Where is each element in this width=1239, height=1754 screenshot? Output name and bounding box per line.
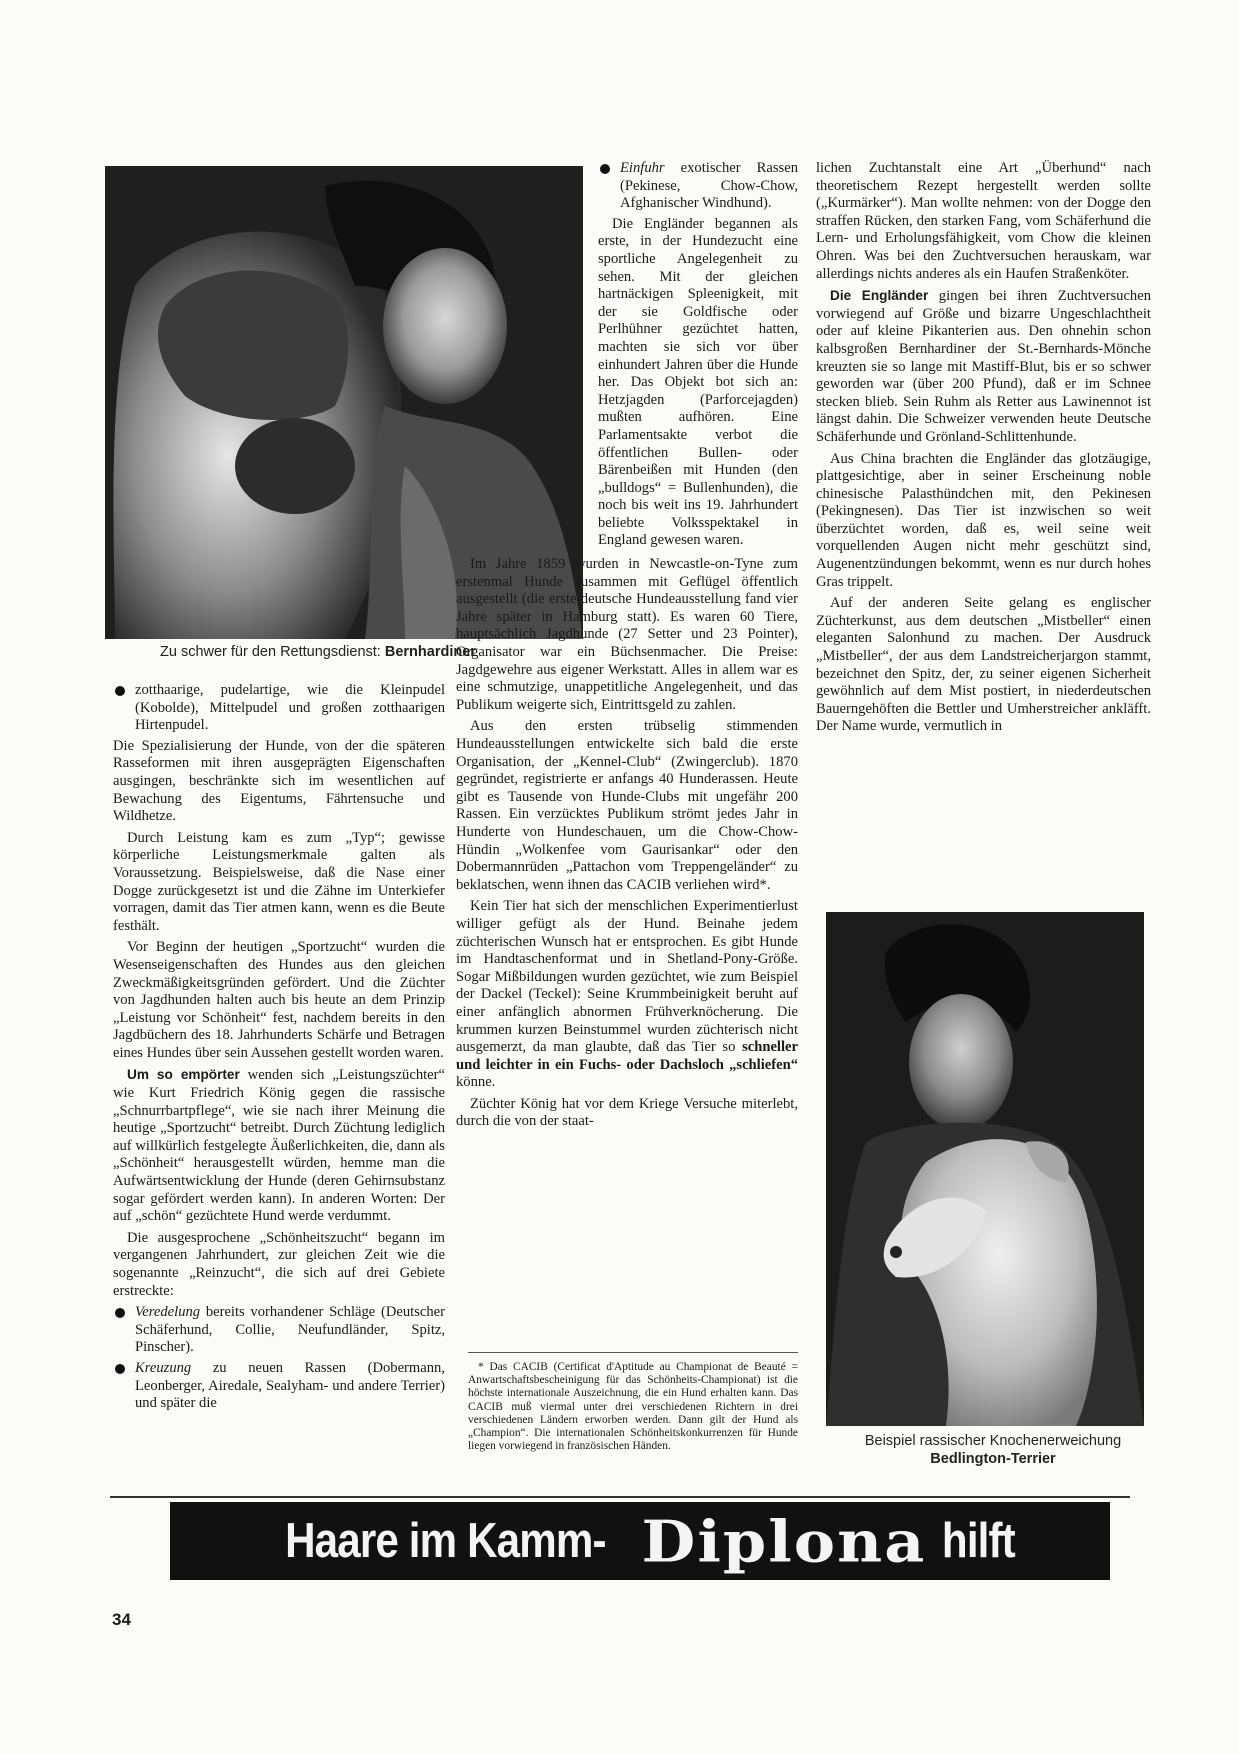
ad-text: Haare im Kamm- — [284, 1514, 606, 1568]
paragraph — [816, 287, 1151, 446]
footnote — [468, 1352, 798, 1453]
caption-text: Beispiel rassischer Knochenerweichung — [864, 1433, 1122, 1449]
column-3 — [816, 160, 1151, 740]
list-term: Veredelung — [135, 1304, 201, 1321]
photo-bedlington-caption — [838, 1432, 1148, 1468]
page-number: 34 — [112, 1610, 131, 1629]
column-2-upper — [598, 160, 798, 550]
divider — [110, 1496, 1130, 1498]
advertisement-banner — [170, 1502, 1110, 1580]
paragraph — [456, 898, 798, 1092]
paragraph: Auf der anderen Seite gelang es englischer Züchterkunst, aus dem deutschen „Mistbeller“ einen eleganten Salonhund zu machen. Der Ausdruck „Mistbeller“, der aus dem Landstreicherjargon stammt, bezeichnet den Spitz, der, zu seiner eigenen Sicherheit gewöhnlich auf dem Mist postiert, in niederdeutschen Bauerngehöften die Bettler und Umherstreicher ankläfft. Der Name wurde, vermutlich in — [816, 595, 1151, 735]
list-text: bereits vorhandener Schläge (Deutscher Schäferhund, Collie, Neufundländer, Spitz, Pinscher). — [135, 1304, 445, 1356]
footnote-text: * Das CACIB (Certificat d'Aptitude au Championat de Beauté = Anwartschaftsbescheinigung für das Schönheits-Championat) ist die höchste internationale Auszeichnung, die ein Hund erhalten kann. Das CACIB muß viermal unter drei verschiedenen Richtern in drei verschiedenen Ländern erworben werden. Dann gilt der Hund als „Champion“. Die internationalen Schönheitskonkurrenzen für Hunde liegen vorwiegend in französischen Händen. — [468, 1361, 798, 1453]
paragraph: Züchter König hat vor dem Kriege Versuche miterlebt, durch die von der staat- — [456, 1095, 798, 1130]
paragraph-text: gingen bei ihren Zuchtversuchen vorwiegend auf Größe und bizarre Ungeschlachtheit oder auf kleine Pikanterien aus. Den ohnehin schon kalbsgroßen Bernhardiner der St.-Bernhards-Mönche kreuzten sie so lange mit Mastiff-Blut, bis er so schwer geworden war (über 200 Pfund), daß er im Schnee stecken blieb. Sein Ruhm als Retter aus Lawinennot ist längst dahin. Die Schweizer verwenden heute Deutsche Schäferhunde und Grönland-Schlittenhunde. — [816, 288, 1152, 445]
list-term: Kreuzung — [135, 1359, 192, 1376]
paragraph: Aus China brachten die Engländer das glotzäugige, plattgesichtige, aber in seiner Erscheinung noble chinesische Palasthündchen mit, den Pekinesen (Pekingnesen). Das Tier ist inzwischen so weit überzüchtet worden, daß es, weil seine weit vorquellenden Augen nicht mehr geschützt sind, Augenentzündungen bekommt, wenn es nur durch hohes Gras trippelt. — [816, 450, 1151, 590]
caption-subject: Bedlington-Terrier — [930, 1451, 1056, 1467]
paragraph-emphasis: schneller und leichter in ein Fuchs- oder Dachsloch „schliefen“ — [456, 1039, 798, 1073]
paragraph: Die Engländer begannen als erste, in der Hundezucht eine sportliche Angelegenheit zu sehen. Mit der gleichen hartnäckigen Spleenigkeit, mit der sie Goldfische oder Perlhühner gezüchtet hatten, machten sie sich vor über einhundert Jahren über die Hunde her. Das Objekt bot sich an: Hetzjagden (Parforcejagden) mußten aufhören. Eine Parlamentsakte verbot die öffentlichen Bullen- oder Bärenbeißen mit Hunden (den „bulldogs“ = Bullenhunden), die noch bis weit ins 19. Jahrhundert beliebte Volksspektakel in England gewesen waren. — [598, 215, 798, 549]
photo-bedlington-terrier — [826, 912, 1144, 1426]
list-text: exotischer Rassen (Pekinese, Chow-Chow, Afghanischer Windhund). — [620, 160, 798, 212]
paragraph: Die ausgesprochene „Schönheitszucht“ begann im vergangenen Jahrhundert, zur gleichen Zeit wie die sogenannte „Reinzucht“, die sich auf drei Gebiete erstreckte: — [113, 1229, 445, 1299]
ad-brand-logo: Diplona — [641, 1507, 927, 1575]
list-item — [598, 160, 798, 213]
paragraph: lichen Zuchtanstalt eine Art „Überhund“ nach theoretischem Rezept hergestellt werden sollte („Kurmärker“). Man wollte nehmen: von der Dogge den straffen Rücken, den starken Fang, vom Schäferhund die Lern- und Erholungsfähigkeit, vom Chow die kleinen Ohren. Was bei den Zuchtversuchen herauskam, war allerdings nichts anderes als ein Haufen Straßenköter. — [816, 160, 1151, 282]
paragraph-lead: Um so empörter — [127, 1067, 240, 1083]
paragraph: Aus den ersten trübselig stimmenden Hundeausstellungen entwickelte sich bald die erste Organisation, der „Kennel-Club“ (Zwingerclub). 1870 gegründet, registrierte er anfangs 40 Hunderassen. Heute gibt es Tausende von Hunde-Clubs mit ungefähr 200 Rassen. Ein verzücktes Publikum strömt jedes Jahr in Hunderte von Hundeschauen, um die Chow-Chow-Hündin „Wolkenfee vom Gaurisankar“ oder den Dobermannrüden „Pattachon vom Treppengeländer“ zu beklatschen, wenn ihnen das CACIB verliehen wird*. — [456, 718, 798, 893]
paragraph-text: wenden sich „Leistungszüchter“ wie Kurt Friedrich König gegen die rassische „Schnurrbartpflege“, wie sie nach ihrer Meinung die heutige „Sportzucht“ betreibt. Durch Züchtung lediglich auf willkürlich festgelegte Äußerlichkeiten, die, dann als „Schönheit“ herausgestellt würden, hemme man die Aufwärtsentwicklung der Hunde (deren Gehirnsubstanz sogar gefördert werden kann). In anderen Worten: Der auf „schön“ gezüchtete Hund werde verdummt. — [113, 1067, 445, 1225]
paragraph: Durch Leistung kam es zum „Typ“; gewisse körperliche Leistungsmerkmale galten als Voraussetzung. Beispielsweise, daß die Nase einer Dogge zurückgesetzt ist und die Zähne im Unterkiefer vorragen, damit das Tier atmen kann, wenn es die Beute festhält. — [113, 829, 445, 934]
paragraph: Im Jahre 1859 wurden in Newcastle-on-Tyne zum erstenmal Hunde zusammen mit Geflügel öffentlich ausgestellt (die erste deutsche Hundeausstellung fand vier Jahre später in Hamburg statt). Es waren 60 Tiere, hauptsächlich Jagdhunde (27 Setter und 23 Pointer), Organisator war ein Büchsenmacher. Die Preise: Jagdgewehre aus eigener Werkstatt. Alles in allem war es eine schmutzige, unappetitliche Angelegenheit, und das Publikum weigerte sich, Eintrittsgeld zu zahlen. — [456, 556, 798, 713]
caption-subject: Bernhardiner — [384, 644, 476, 660]
photo-bedlington-image — [826, 912, 1144, 1426]
caption-text: Zu schwer für den Rettungsdienst: — [160, 644, 381, 660]
list-item — [113, 1360, 445, 1413]
list-text: zu neuen Rassen (Dobermann, Leonberger, Airedale, Sealyham- und andere Terrier) und später die — [135, 1359, 445, 1412]
paragraph: Die Spezialisierung der Hunde, von der die späteren Rasseformen mit ihren ausgeprägten Eigenschaften ausgingen, beschränkte sich im wesentlichen auf Bewachung des Eigentums, Fährtensuche und Wildhetze. — [113, 737, 445, 825]
column-2 — [456, 160, 798, 1135]
ad-text: hilft — [942, 1514, 1016, 1568]
list-item: zotthaarige, pudelartige, wie die Kleinpudel (Kobolde), Mittelpudel und großen zotthaarigen Hirtenpudel. — [113, 682, 445, 735]
paragraph-lead: Die Engländer — [830, 288, 929, 304]
paragraph — [113, 1066, 445, 1225]
paragraph: Vor Beginn der heutigen „Sportzucht“ wurden die Wesenseigenschaften des Hundes aus den gleichen Zweckmäßigkeitsgründen gefördert. Und die Züchter von Jagdhunden halten auch bis heute an dem Prinzip „Leistung vor Schönheit“ fest, nachdem bereits in den Jagdbüchern des 18. Jahrhunderts Schärfe und Betragen eines Hundes über sein Aussehen gestellt worden waren. — [113, 939, 445, 1061]
column-1 — [113, 682, 445, 1416]
list-item — [113, 1304, 445, 1357]
paragraph-text: Kein Tier hat sich der menschlichen Experimentierlust williger gefügt als der Hund. Beinahe jedem züchterischen Wunsch hat er entsprochen. Es gibt Hunde im Handtaschenformat und in Shetland-Pony-Größe. Sogar Mißbildungen wurden gezüchtet, wie zum Beispiel der Dackel (Teckel): Seine Krummbeinigkeit beruht auf einer anfänglich abnormen Frühverknöcherung. Die krummen kurzen Beinstummel wurden züchterisch nicht ausgemerzt, da man glaubte, daß das Tier so — [456, 898, 798, 1056]
list-term: Einfuhr — [620, 160, 665, 176]
paragraph-text: könne. — [456, 1074, 496, 1091]
